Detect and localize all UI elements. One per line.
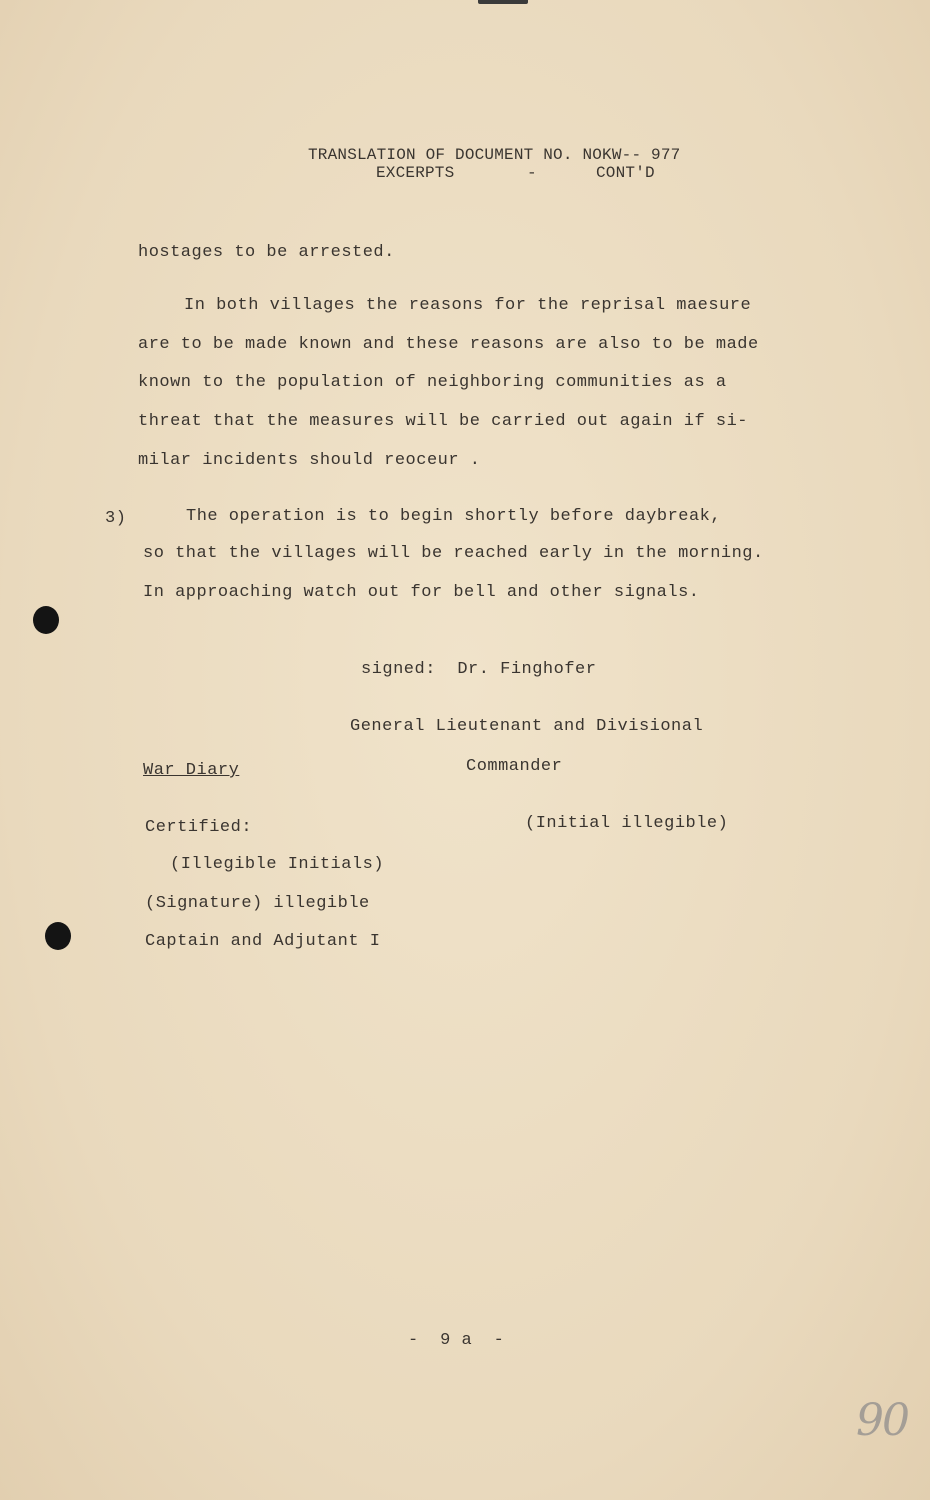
page-number: - 9 a - (408, 1331, 505, 1350)
subtitle-dash: - (527, 164, 537, 182)
pencil-page-number: 90 (856, 1395, 908, 1446)
subtitle-contd: CONT'D (596, 164, 655, 182)
captain-adjutant: Captain and Adjutant I (145, 932, 381, 951)
para3-line1: The operation is to begin shortly before daybreak, (186, 507, 722, 526)
para1-line3: known to the population of neighboring communities as a (138, 373, 727, 392)
para1-line4: threat that the measures will be carried out again if si- (138, 412, 748, 431)
document-title: TRANSLATION OF DOCUMENT NO. NOKW-- 977 (308, 146, 681, 164)
signature-illegible: (Signature) illegible (145, 894, 370, 913)
continuation-line: hostages to be arrested. (138, 243, 395, 262)
paper-clip-mark (478, 0, 528, 4)
para3-line2: so that the villages will be reached early in the morning. (143, 544, 764, 563)
initial-illegible-note: (Initial illegible) (525, 814, 729, 833)
punch-hole-upper (33, 606, 59, 634)
para3-line3: In approaching watch out for bell and other signals. (143, 583, 700, 602)
illegible-initials: (Illegible Initials) (170, 855, 385, 874)
subtitle-excerpts: EXCERPTS (376, 164, 455, 182)
para1-line2: are to be made known and these reasons are also to be made (138, 335, 759, 354)
war-diary-label: War Diary (143, 761, 240, 780)
signed-line: signed: Dr. Finghofer (361, 660, 597, 679)
rank-line2: Commander (466, 757, 563, 776)
rank-line1: General Lieutenant and Divisional (350, 717, 704, 736)
item-number-3: 3) (105, 509, 127, 528)
para1-line1: In both villages the reasons for the reprisal maesure (184, 296, 752, 315)
para1-line5: milar incidents should reoceur . (138, 451, 481, 470)
punch-hole-lower (45, 922, 71, 950)
certified-label: Certified: (145, 818, 253, 837)
